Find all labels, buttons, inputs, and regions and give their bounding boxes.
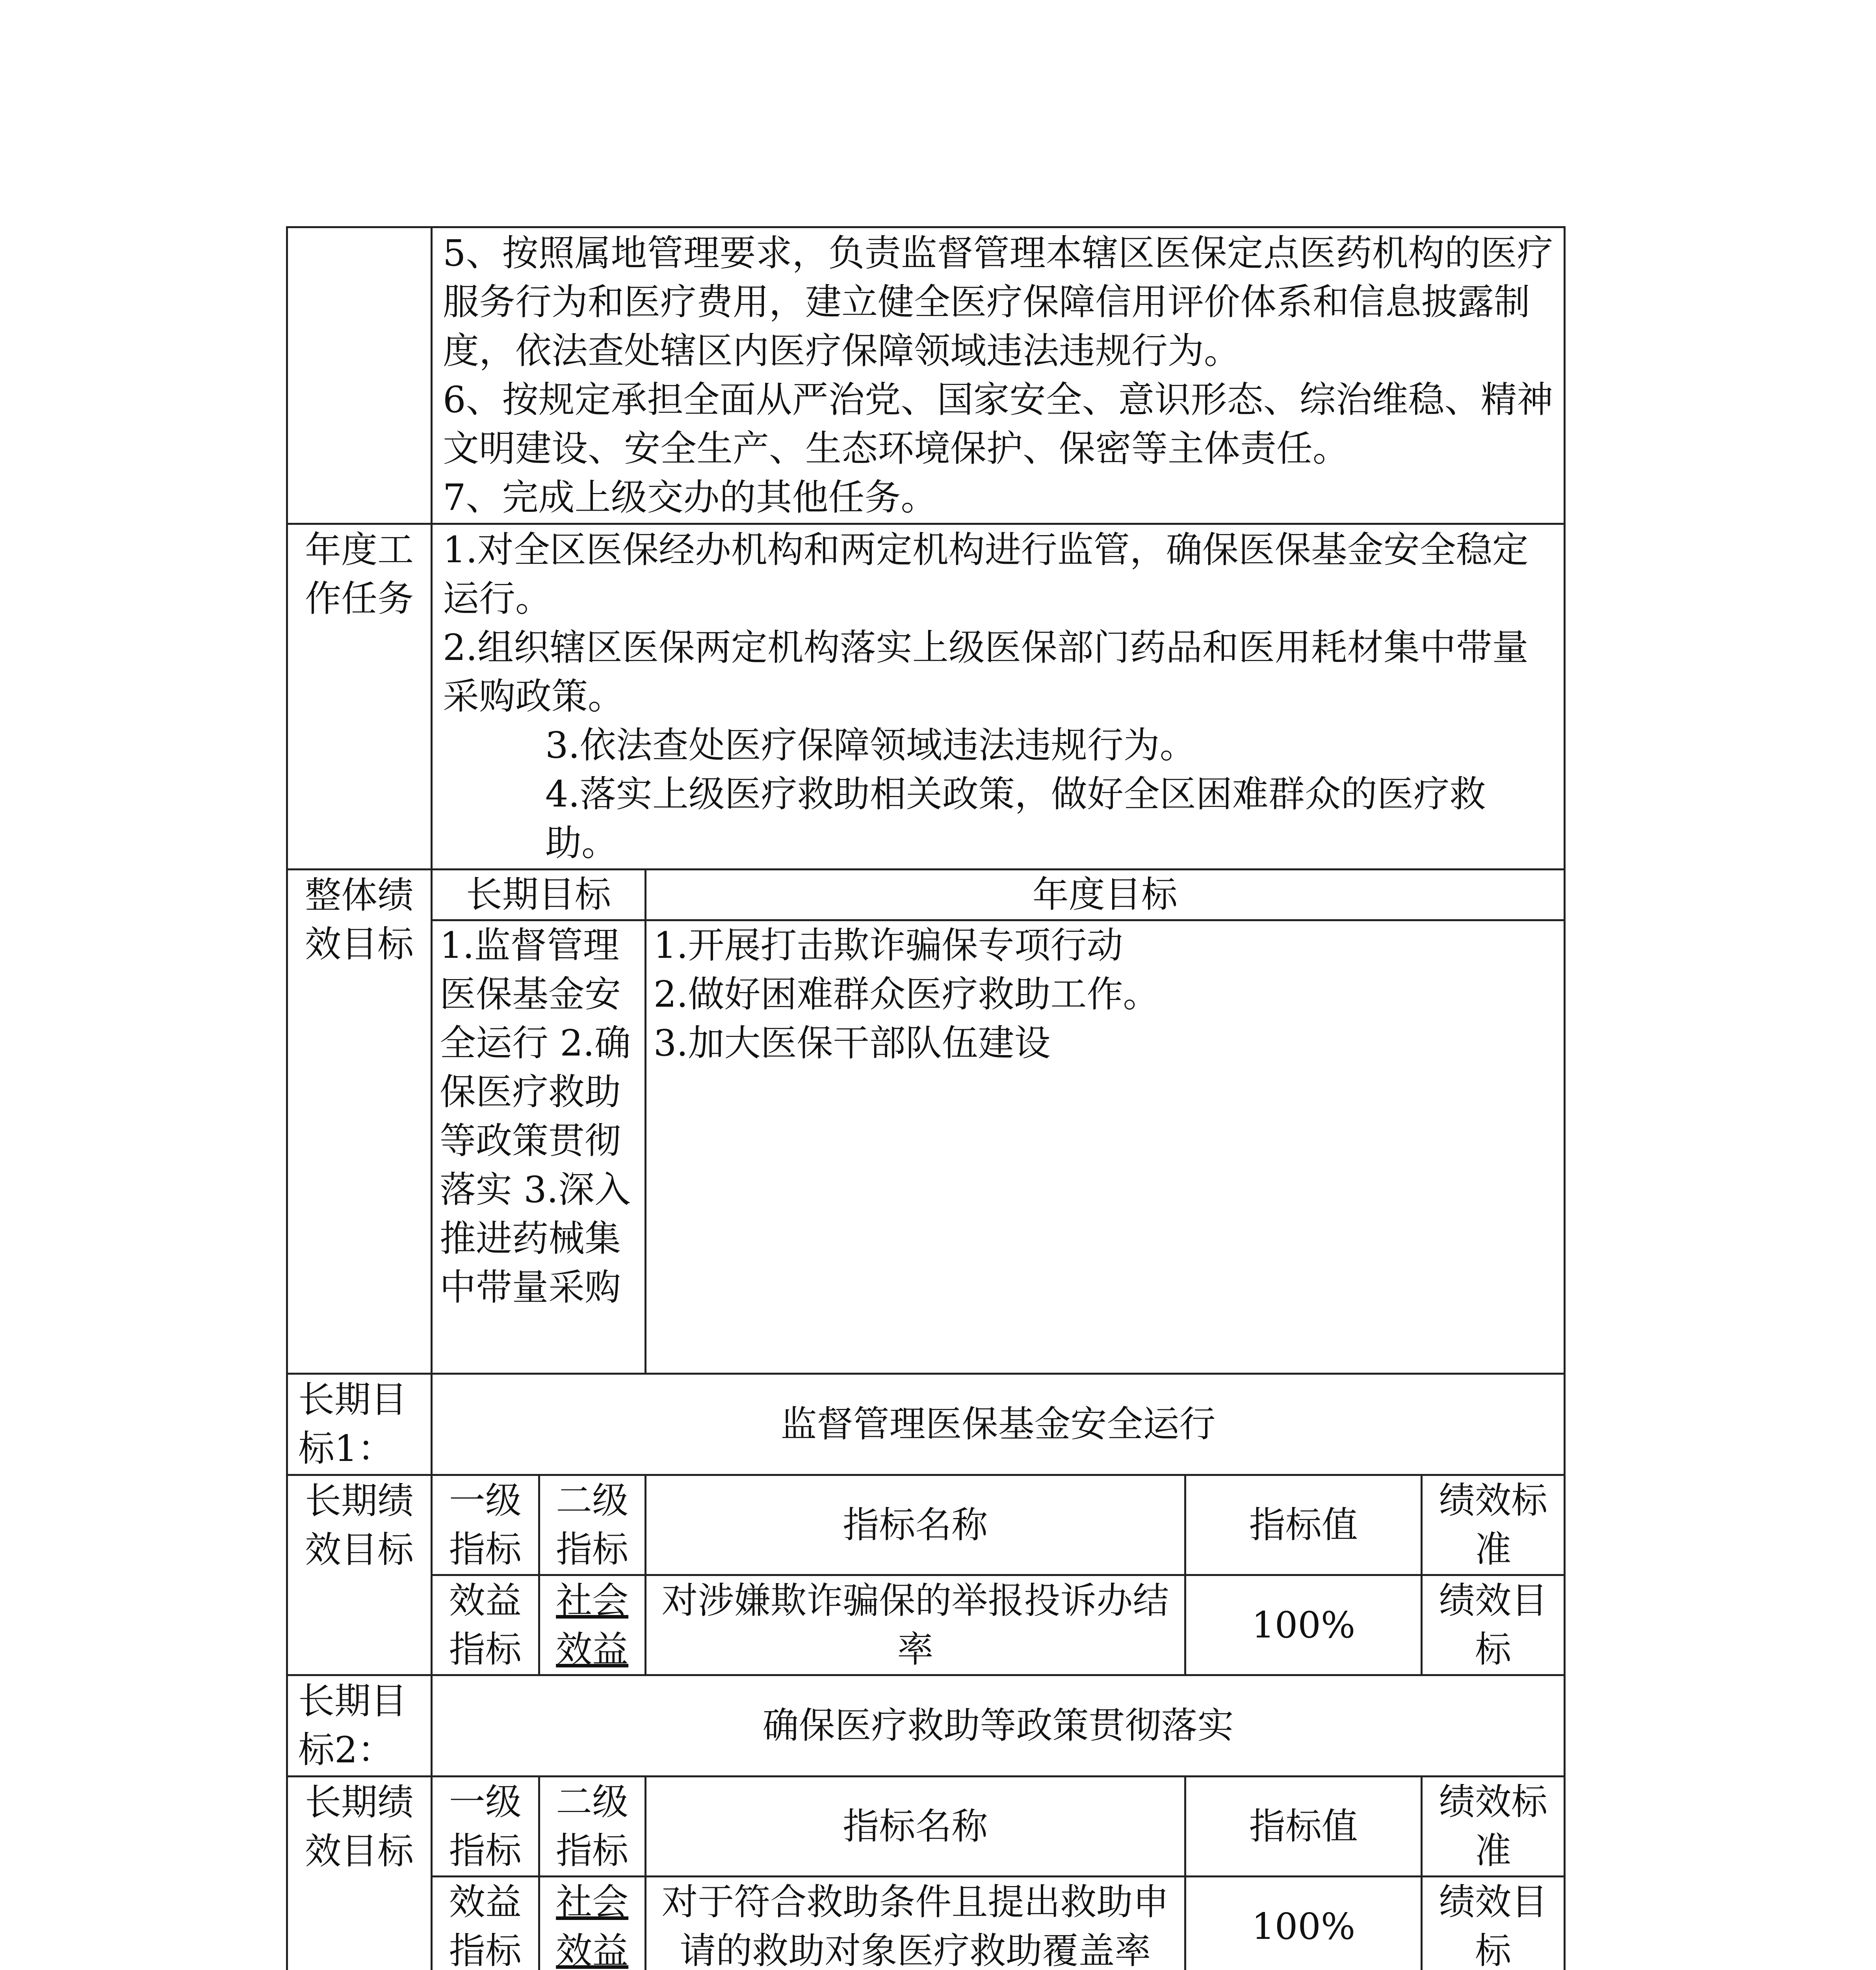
- task-item: 1.对全区医保经办机构和两定机构进行监管，确保医保基金安全稳定运行。: [443, 529, 1529, 620]
- metric-row: [433, 1877, 1564, 1970]
- long-term-goals-text: 1.监督管理医保基金安全运行 2.确保医疗救助等政策贯彻落实 3.深入推进药械集中带量采购: [433, 920, 645, 1373]
- long-term-goal-1-metrics-row: [287, 1475, 1565, 1675]
- metrics-table: [433, 1777, 1564, 1970]
- annual-tasks-cell: [432, 524, 1565, 870]
- header-standard: 绩效标准: [1422, 1476, 1564, 1575]
- metric-level1: 效益指标: [433, 1575, 539, 1674]
- metric-level1: 效益指标: [433, 1877, 539, 1970]
- long-term-goal-2-label: 长期目标2：: [287, 1675, 432, 1777]
- annual-goals-list: [645, 920, 1564, 1373]
- header-standard: 绩效标准: [1422, 1777, 1564, 1877]
- overall-goals-table: [433, 870, 1564, 1373]
- header-indicator-name: 指标名称: [645, 1476, 1185, 1575]
- metric-value: 100%: [1185, 1575, 1422, 1674]
- task-item: 4.落实上级医疗救助相关政策，做好全区困难群众的医疗救助。: [545, 773, 1486, 864]
- metric-value: 100%: [1185, 1877, 1422, 1970]
- metrics-table: [433, 1476, 1564, 1674]
- long-term-goal-1-label: 长期目标1：: [287, 1374, 432, 1475]
- metrics-cell: [432, 1475, 1565, 1675]
- metric-row: [433, 1575, 1564, 1674]
- metric-standard: 绩效目标: [1422, 1575, 1564, 1674]
- long-term-goal-1-title: 监督管理医保基金安全运行: [432, 1374, 1565, 1475]
- long-term-goal-2-metrics-row: [287, 1777, 1565, 1970]
- long-term-goal-2-title: 确保医疗救助等政策贯彻落实: [432, 1675, 1565, 1777]
- header-level2: 二级指标: [539, 1476, 645, 1575]
- annual-tasks-row: [287, 524, 1565, 870]
- metric-name: 对涉嫌欺诈骗保的举报投诉办结率: [645, 1575, 1185, 1674]
- long-term-header: 长期目标: [433, 870, 645, 920]
- long-term-goal-2-row: [287, 1675, 1565, 1777]
- header-level1: 一级指标: [433, 1777, 539, 1877]
- overall-goals-cell: [432, 870, 1565, 1374]
- metric-name: 对于符合救助条件且提出救助申请的救助对象医疗救助覆盖率: [645, 1877, 1185, 1970]
- metric-level2: 社会效益: [539, 1575, 645, 1674]
- annual-goal-item: 3.加大医保干部队伍建设: [653, 1022, 1051, 1064]
- duty-item: 5、按照属地管理要求，负责监督管理本辖区医保定点医药机构的医疗服务行为和医疗费用，建立健全医疗保障信用评价体系和信息披露制度，依法查处辖区内医疗保障领域违法违规行为。: [443, 232, 1553, 372]
- metric-standard: 绩效目标: [1422, 1877, 1564, 1970]
- performance-table: [286, 226, 1566, 1970]
- duty-item: 6、按规定承担全面从严治党、国家安全、意识形态、综治维稳、精神文明建设、安全生产、生态环境保护、保密等主体责任。: [443, 379, 1553, 470]
- duties-row: [287, 227, 1565, 524]
- annual-tasks-label: 年度工作任务: [287, 524, 432, 870]
- perf-label: 长期绩效目标: [287, 1475, 432, 1675]
- header-indicator-name: 指标名称: [645, 1777, 1185, 1877]
- metrics-cell: [432, 1777, 1565, 1970]
- metric-level2: 社会效益: [539, 1877, 645, 1970]
- annual-header: 年度目标: [645, 870, 1564, 920]
- long-term-goal-1-row: [287, 1374, 1565, 1475]
- duties-cell: [432, 227, 1565, 524]
- header-level2: 二级指标: [539, 1777, 645, 1877]
- header-indicator-value: 指标值: [1185, 1476, 1422, 1575]
- header-level1: 一级指标: [433, 1476, 539, 1575]
- header-indicator-value: 指标值: [1185, 1777, 1422, 1877]
- overall-goals-label: 整体绩效目标: [287, 870, 432, 1374]
- duties-label-cell: [287, 227, 432, 524]
- annual-goal-item: 2.做好困难群众医疗救助工作。: [653, 973, 1159, 1015]
- perf-label: 长期绩效目标: [287, 1777, 432, 1970]
- annual-goal-item: 1.开展打击欺诈骗保专项行动: [653, 924, 1123, 966]
- overall-goals-row: [287, 870, 1565, 1374]
- duty-item: 7、完成上级交办的其他任务。: [443, 476, 937, 519]
- task-item: 3.依法查处医疗保障领域违法违规行为。: [545, 724, 1196, 766]
- task-item: 2.组织辖区医保两定机构落实上级医保部门药品和医用耗材集中带量采购政策。: [443, 626, 1529, 717]
